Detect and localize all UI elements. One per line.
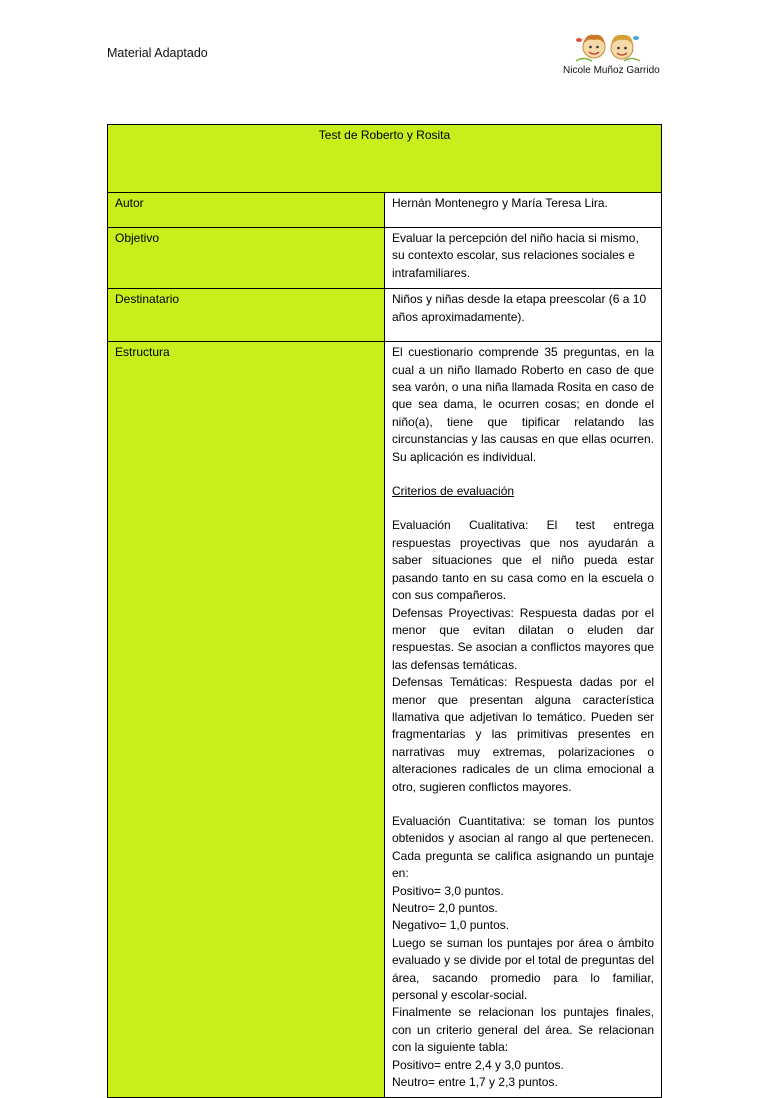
- label-destinatario: Destinatario: [108, 289, 385, 342]
- cuantitativa-label: Evaluación Cuantitativa:: [392, 813, 526, 828]
- cuantitativa-text: se toman los puntos obtenidos y asocian al rango al que pertenecen. Cada pregunta se califica asignando un puntaje en:: [392, 813, 654, 881]
- criterios-heading: Criterios de evaluación: [392, 484, 515, 499]
- rango-positivo: Positivo= entre 2,4 y 3,0 puntos.: [392, 1057, 564, 1072]
- finalmente-paragraph: Finalmente se relacionan los puntajes finales, con un criterio general del área. Se relacionan con la siguiente tabla:: [392, 1005, 654, 1055]
- defensas-proyectivas-paragraph: [392, 605, 654, 675]
- defensas-proyectivas-label: Defensas Proyectivas:: [392, 605, 514, 620]
- info-table: [107, 124, 662, 1098]
- value-objetivo: Evaluar la percepción del niño hacia si mismo, su contexto escolar, sus relaciones sociales e intrafamiliares.: [385, 228, 662, 289]
- cualitativa-paragraph: [392, 517, 654, 604]
- header-author-text: Nicole Muñoz Garrido: [563, 65, 660, 76]
- luego-paragraph: Luego se suman los puntajes por área o ámbito evaluado y se divide por el total de preguntas del área, sacando promedio para lo familiar, personal y escolar-social.: [392, 935, 654, 1003]
- defensas-tematicas-text: Respuesta dadas por el menor que presentan alguna característica llamativa que adjetivan lo temático. Pueden ser fragmentarias y las primitivas presentes en narrativas muy extremas, polarizaciones o alteraciones radicales de un clima emocional a otro, sugieren conflictos mayores.: [392, 675, 654, 794]
- defensas-tematicas-label: Defensas Temáticas:: [392, 675, 508, 690]
- children-faces-icon: [574, 28, 644, 64]
- value-estructura: [385, 342, 662, 1098]
- defensas-proyectivas-text: Respuesta dadas por el menor que evitan dilatan o eluden dar respuestas. Se asocian a conflictos mayores que las defensas temáticas.: [392, 605, 654, 672]
- cualitativa-text: El test entrega respuestas proyectivas que nos ayudarán a saber situaciones que el niño pueda estar pasando tanto en su casa como en la escuela o con sus compañeros.: [392, 518, 654, 603]
- estructura-intro: El cuestionario comprende 35 preguntas, en la cual a un niño llamado Roberto en caso de que sea varón, o una niña llamada Rosita en caso de que sea dama, le ocurren cosas; en donde el niño(a), tiene que tipificar relatando las circunstancias y las causas en que ellas ocurren. Su aplicación es individual.: [392, 345, 654, 464]
- rango-neutro: Neutro= entre 1,7 y 2,3 puntos.: [392, 1075, 558, 1090]
- cuantitativa-paragraph: [392, 813, 654, 883]
- puntaje-neutro: Neutro= 2,0 puntos.: [392, 901, 498, 915]
- label-autor: Autor: [108, 193, 385, 228]
- value-destinatario: Niños y niñas desde la etapa preescolar (6 a 10 años aproximadamente).: [385, 289, 662, 342]
- puntaje-negativo: Negativo= 1,0 puntos.: [392, 918, 510, 933]
- value-autor: Hernán Montenegro y María Teresa Lira.: [385, 193, 662, 228]
- defensas-tematicas-paragraph: [392, 674, 654, 796]
- puntaje-positivo: Positivo= 3,0 puntos.: [392, 883, 504, 898]
- label-estructura: Estructura: [108, 342, 385, 1098]
- table-title: Test de Roberto y Rosita: [108, 125, 662, 193]
- label-objetivo: Objetivo: [108, 228, 385, 289]
- cualitativa-label: Evaluación Cualitativa:: [392, 518, 529, 533]
- header-left-text: Material Adaptado: [107, 46, 208, 60]
